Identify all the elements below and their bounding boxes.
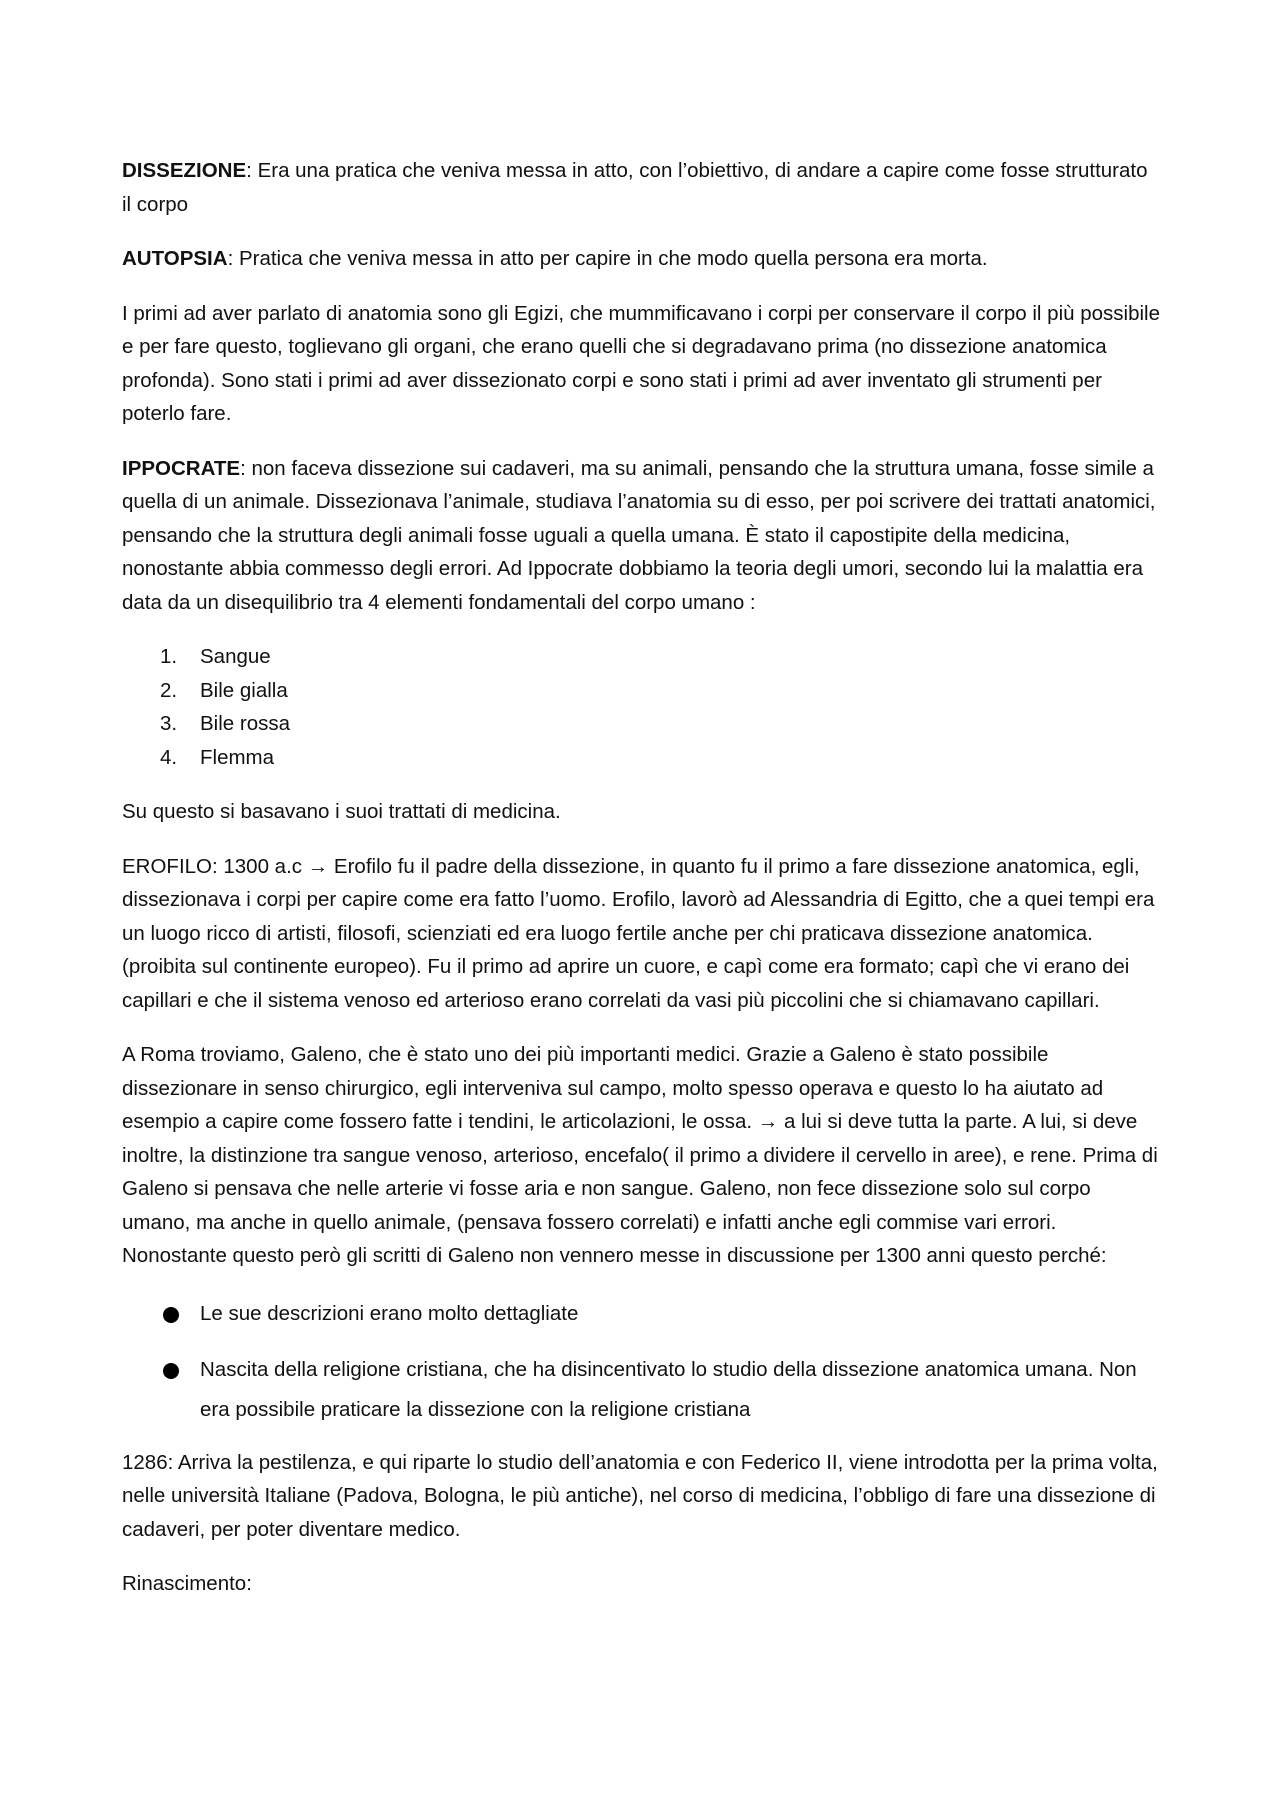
list-item: [122, 1350, 1160, 1430]
list-item: [122, 707, 1160, 741]
paragraph-trattati: Su questo si basavano i suoi trattati di medicina.: [122, 800, 561, 823]
umori-list: [122, 640, 1160, 774]
list-item: [122, 741, 1160, 775]
list-item-label: Flemma: [200, 745, 275, 769]
paragraph-egizi: I primi ad aver parlato di anatomia sono gli Egizi, che mummificavano i corpi per conservare il corpo il più possibile e per fare questo, toglievano gli organi, che erano quelli che si degradavano prima (no dissezione anatomica profonda). Sono stati i primi ad aver dissezionato corpi e sono stati i primi ad aver inventato gli strumenti per poterlo fare.: [122, 301, 1161, 425]
list-item-number: 4.: [160, 745, 178, 769]
bullet-icon: [163, 1363, 179, 1379]
list-item: [122, 640, 1160, 674]
term-dissezione: DISSEZIONE: [122, 159, 247, 182]
list-item-number: 1.: [160, 645, 178, 668]
paragraph-rinascimento: Rinascimento:: [122, 1572, 252, 1595]
list-item-label: Le sue descrizioni erano molto dettagliate: [200, 1301, 579, 1325]
bullet-icon: [163, 1307, 179, 1323]
paragraph-ippocrate: [122, 452, 1160, 620]
list-item-number: 3.: [160, 712, 178, 735]
term-autopsia: AUTOPSIA: [122, 247, 228, 270]
list-item-label: Sangue: [200, 645, 271, 668]
list-item-label: Nascita della religione cristiana, che ha disincentivato lo studio della dissezione anatomica umana. Non era possibile praticare la dissezione con la religione cristiana: [200, 1357, 1137, 1421]
list-item: [122, 1294, 1160, 1334]
motivi-list: [122, 1294, 1160, 1430]
paragraph-galeno: A Roma troviamo, Galeno, che è stato uno dei più importanti medici. Grazie a Galeno è stato possibile dissezionare in senso chirurgico, egli interveniva sul campo, molto spesso operava e questo lo ha aiutato ad esempio a capire come fossero fatte i tendini, le articolazioni, le ossa. → a lui si deve tutta la parte. A lui, si deve inoltre, la distinzione tra sangue venoso, arterioso, encefalo( il primo a dividere il cervello in aree), e rene. Prima di Galeno si pensava che nelle arterie vi fosse aria e non sangue. Galeno, non fece dissezione solo sul corpo umano, ma anche in quello animale, (pensava fossero correlati) e infatti anche egli commise vari errori. Nonostante questo però gli scritti di Galeno non vennero messe in discussione per 1300 anni questo perché:: [122, 1043, 1158, 1267]
list-item: [122, 674, 1160, 708]
definition-ippocrate: : non faceva dissezione sui cadaveri, ma su animali, pensando che la struttura umana, fosse simile a quella di un animale. Dissezionava l’animale, studiava l’anatomia su di esso, per poi scrivere dei trattati anatomici, pensando che la struttura degli animali fosse uguali a quella umana. È stato il capostipite della medicina, nonostante abbia commesso degli errori. Ad Ippocrate dobbiamo la teoria degli umori, secondo lui la malattia era data da un disequilibrio tra 4 elementi fondamentali del corpo umano :: [122, 456, 1156, 614]
list-item-label: Bile gialla: [200, 678, 288, 702]
term-ippocrate: IPPOCRATE: [122, 456, 241, 480]
paragraph-erofilo: EROFILO: 1300 a.c → Erofilo fu il padre della dissezione, in quanto fu il primo a fare dissezione anatomica, egli, dissezionava i corpi per capire come era fatto l’uomo. Erofilo, lavorò ad Alessandria di Egitto, che a quei tempi era un luogo ricco di artisti, filosofi, scienziati ed era luogo fertile anche per chi praticava dissezione anatomica. (proibita sul continente europeo). Fu il primo ad aprire un cuore, e capì come era formato; capì che vi erano dei capillari e che il sistema venoso ed arterioso erano correlati da vasi più piccolini che si chiamavano capillari.: [122, 854, 1155, 1012]
definition-dissezione: : Era una pratica che veniva messa in atto, con l’obiettivo, di andare a capire come fosse strutturato il corpo: [122, 159, 1148, 216]
list-item-label: Bile rossa: [200, 712, 291, 735]
list-item-number: 2.: [160, 678, 178, 702]
paragraph-pestilenza: 1286: Arriva la pestilenza, e qui riparte lo studio dell’anatomia e con Federico II, viene introdotta per la prima volta, nelle università Italiane (Padova, Bologna, le più antiche), nel corso di medicina, l’obbligo di fare una dissezione di cadaveri, per poter diventare medico.: [122, 1450, 1158, 1541]
paragraph-autopsia: [122, 242, 1160, 276]
paragraph-dissezione: [122, 154, 1160, 221]
definition-autopsia: : Pratica che veniva messa in atto per capire in che modo quella persona era morta.: [227, 247, 988, 270]
